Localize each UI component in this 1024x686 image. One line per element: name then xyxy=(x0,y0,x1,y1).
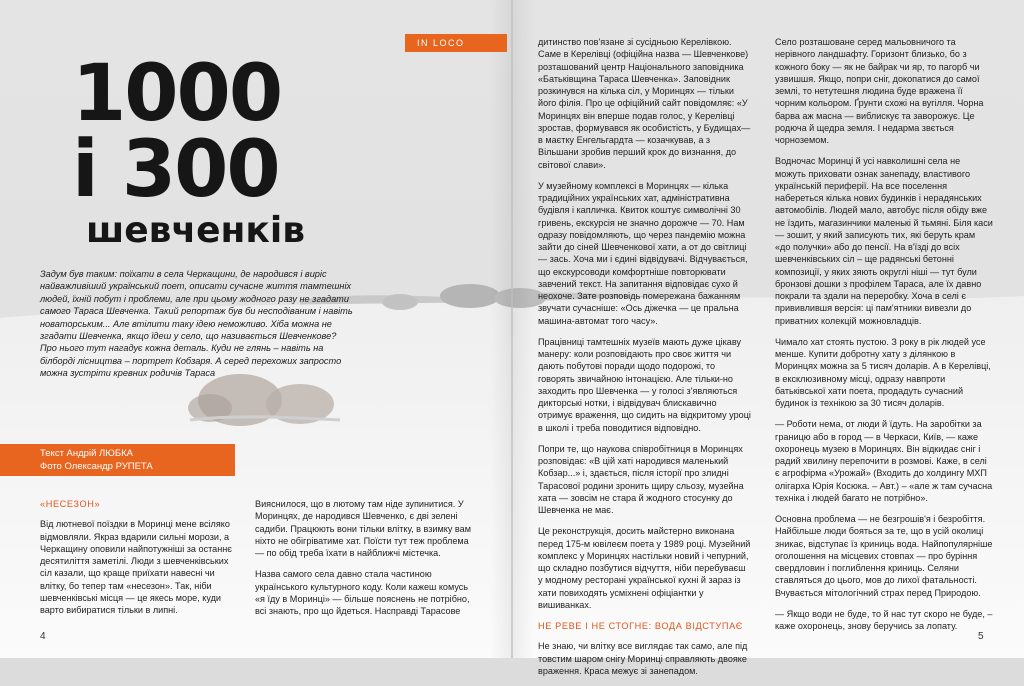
paragraph: Село розташоване серед мальовничого та нерівного ландшафту. Горизонт близько, бо з кожного боку — як не байрак чи яр, то пагорб чи узвишшя. Якщо, попри сніг, докопатися до самої землі, то нетутешня людина буде вражена її чорним кольором. Ґрунти схожі на вугілля. Чорна барва аж масна — виблискує та заворожує. Це родюча й щедра земля. І недарма звється чорноземом. xyxy=(775,37,984,145)
headline xyxy=(72,49,305,254)
subhead-nesezon: «НЕСЕЗОН» xyxy=(40,499,101,509)
paragraph: дитинство пов'язане зі сусідньою Керелівкою. Саме в Керелівці (офіційна назва — Шевченкове) розташований центр Національного заповідника «Батьківщина Тараса Шевченка». Заповідник розкинувся на кілька сіл, у Моринцях — тільки його філія. Про це офіційний сайт повідомляє: «У Моринцях він вперше подав голос, у Керелівці зростав, формувався як особистість, у Будищах— в маєтку Енгельгардта — козачкував, а з Вільшани зробив перший крок до визнання, до світової слави». xyxy=(538,37,751,170)
section-tag: IN LOCO xyxy=(405,34,507,52)
paragraph: Чимало хат стоять пустою. З року в рік людей усе менше. Купити добротну хату з ділянкою в Моринцях можна за 5 тисяч доларів. А в Керелівці, в ексклюзивному місці, одразу навпроти батьківської хати поета, продадуть сучасний будинок із технікою за 30 тисяч доларів. xyxy=(775,336,991,408)
credits-box xyxy=(0,444,235,476)
column-3 xyxy=(538,36,751,686)
paragraph: — Якщо води не буде, то й нас тут скоро не буде, – каже охоронець, знову беручись за лопату. xyxy=(775,608,993,631)
column-1 xyxy=(40,498,240,625)
paragraph: Це реконструкція, досить майстерно виконана перед 175-м ювілеєм поета у 1989 році. Музейний комплекс у Моринцях настільки новий і чепурний, що складно позбутися відчуття, ніби перебуваєш у модному ресторані української кухні й зараз із хати повиходять усміхнені офіціантки у вишиванках. xyxy=(538,526,751,610)
column-2 xyxy=(255,498,475,626)
lead-paragraph: Задум був таким: поїхати в села Черкащини, де народився і виріс найважливіший український поет, описати сучасне життя тамтешніх людей, їхній побут і проблеми, але при цьому жодного разу не згадати самого Тараса Шевченка. Такий репортаж був би несподіваним і навіть новаторським... Але втілити таку ідею неможливо. Хіба можна не згадати Шевченка, якщо їдеш у село, що називається Шевченкове? Про нього тут нагадує кожна деталь. Куди не глянь – навіть на білборді лісництва – портрет Кобзаря. А серед перехожих запросто можна зустріти кревних родичів Тараса xyxy=(40,269,353,379)
paragraph: Вияснилося, що в лютому там ніде зупинитися. У Моринцях, де народився Шевченко, є дві зелені садиби. Працюють вони тільки влітку, в взимку вам ніхто не обігріватиме хат. Поїсти тут теж проблема — по обід треба їхати в найближчі містечка. xyxy=(255,499,471,558)
photo-credit: Фото Олександр РУПЕТА xyxy=(40,461,153,472)
author-credit: Текст Андрій ЛЮБКА xyxy=(40,448,133,459)
paragraph: Назва самого села давно стала частиною українського культурного коду. Коли кажеш комусь «я їду в Моринці» — більше пояснень не потрібно, всі знають, про що йдеться. Насправді Тарасове xyxy=(255,569,470,616)
paragraph: У музейному комплексі в Моринцях — кілька традиційних українських хат, адміністративна будівля і капличка. Квиток коштує символічні 30 гривень, екскурсія не значно дорожче — 70. Нам одразу повідомляють, що через пандемію можна зайти до сіней Шевченкової хати, а от до світлиці — зась. Хоча ми і єдині відвідувачі. Відчувається, що екскурсоводи комфортніше повторювати завчений текст. На запитання відповідає сухо й неохоче. Зате розповідь помережана бажанням звучати сучасніше: «Ось діжечка — це пральна машина-автомат того часу». xyxy=(538,180,748,326)
page-number-left: 4 xyxy=(40,631,46,642)
column-4 xyxy=(775,36,993,641)
page-gutter xyxy=(511,0,513,658)
paragraph: Працівниці тамтешніх музеїв мають дуже цікаву манеру: коли розповідають про своє життя чи дають побутові поради щодо подорожі, то говорять звичайною інтонацією. Але тільки-но заходить про Шевченка — у голосі з'являються дикторські нотки, і відвідувач блискавично отримує враження, що сидить на відкритому уроці в школі і треба поводитися відповідно. xyxy=(538,336,751,433)
headline-line-3: шевченків xyxy=(86,210,305,251)
paragraph: Основна проблема — не безгрошів'я і безробіття. Найбільше люди бояться за те, що в усій околиці зникає, відступає їз криниць вода. Найпопулярніше оголошення на місцевих стовпах — про буріння свердловин і поглиблення криниць. Селяни ставляться до цього, мов до лихої фатальності. Вчувається мітологічний страх перед Природою. xyxy=(775,514,993,598)
subhead-water: НЕ РЕВЕ І НЕ СТОГНЕ: ВОДА ВІДСТУПАЄ xyxy=(538,621,744,631)
paragraph: Не знаю, чи влітку все виглядає так само, але під товстим шаром снігу Моринці справляють двояке враження. Краса межує зі занепадом. xyxy=(538,641,748,676)
paragraph: — Роботи нема, от люди й їдуть. На заробітки за границю або в город — в Черкаси, Київ, — каже охоронець музею в Моринцях. Він відкидає сніг і радий хвилину перепочити в розмові. Каже, в селі є агрофірма «Урожай» (Входить до холдингу МХП олігарха Юрія Косюка. – Авт.) – «але ж там сучасна техніка і людей багато не потрібно». xyxy=(775,419,993,503)
headline-line-1: 1000 xyxy=(72,49,282,139)
page-number-right: 5 xyxy=(978,631,984,642)
paragraph: Водночас Моринці й усі навколишні села не можуть приховати ознак занепаду, властивого українській периферії. На все поселення набереться кілька нових будинків і нерадянських автомобілів. Людей мало, автобус після обіду вже не їздить, магазинчики маленькі й тьмяні. Біля каси — зошит, у який записують тих, які беруть крам «до получки» або до пенсії. На в'їзді до всіх шевченківських сіл – ще радянські бетонні композиції, у яких зяють округлі ніші — тут були бронзові дошки з профілем Тараса, але їх давно покрали та здали на переробку. Хоча в селі є прививлившя версія: ці пам'ятники вивезли до приватних колекцій можновладців. xyxy=(775,156,993,326)
headline-line-2: і 300 xyxy=(72,125,279,215)
paragraph: Від лютневої поїздки в Моринці мене всіляко відмовляли. Якраз вдарили сильні морози, а Черкащину оповили найпотужніші за останнє десятиліття заметілі. Люди з шевченківських сіл казали, що краще приїхати навесні чи влітку, бо тепер там «несезон». Так, ніби шевченківські місця — це якесь море, куди варто вибиратися тільки в липні. xyxy=(40,519,232,615)
paragraph: Попри те, що наукова співробітниця в Моринцях розповідає: «В цій хаті народився маленький Кобзар...» і, здається, після історії про злидні Тарасової родини зронить щиру сльозу, музейна хата — зовсім не стара й жодного стосунку до Шевченка не має. xyxy=(538,443,744,515)
